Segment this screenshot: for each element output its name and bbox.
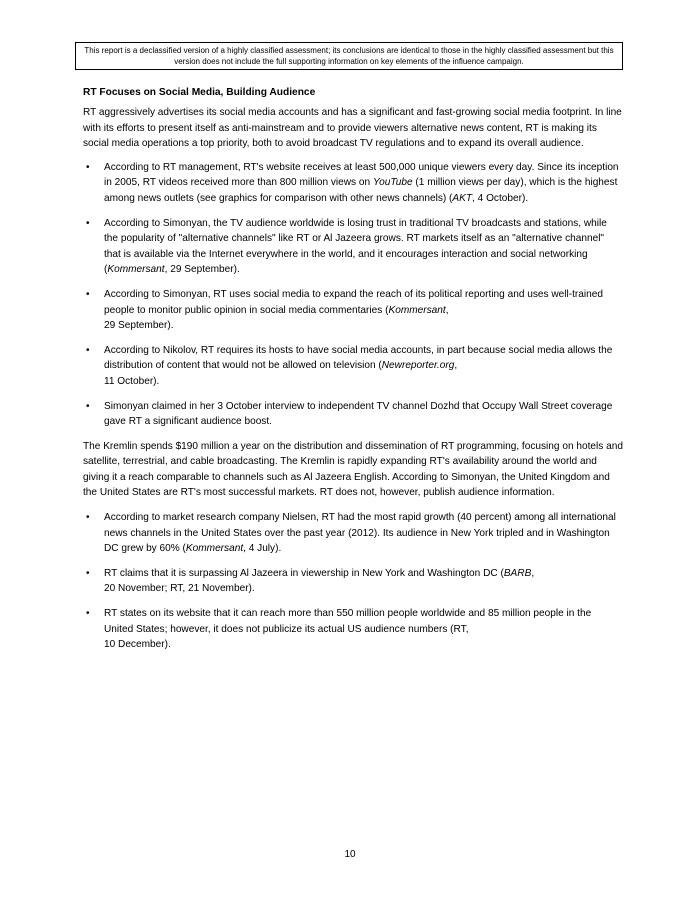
bullet-item: • According to RT management, RT's website receives at least 500,000 unique viewers every day. Since its inception in 2005, RT videos received more than 800 million views on YouTube (1 million views per day), which is the highest among news outlets (see graphics for comparison with other news channels) (AKT, 4 October). [83, 160, 623, 207]
section-heading: RT Focuses on Social Media, Building Audience [83, 87, 316, 98]
main-content [83, 86, 623, 653]
bullet-item: • According to market research company Nielsen, RT had the most rapid growth (40 percent) among all international news channels in the United States over the past year (2012). Its audience in New York tripled and in Washington DC grew by 60% (Kommersant, 4 July). [83, 510, 623, 557]
intro-paragraph: RT aggressively advertises its social media accounts and has a significant and fast-growing social media footprint. In line with its efforts to present itself as anti-mainstream and to provide viewers alternative news content, RT is making its social media operations a top priority, both to avoid broadcast TV regulations and to expand its overall audience. [83, 107, 622, 150]
bullet-item: • According to Simonyan, the TV audience worldwide is losing trust in traditional TV broadcasts and stations, while the popularity of "alternative channels" like RT or Al Jazeera grows. RT markets itself as an "alternative channel" that is available via the Internet everywhere in the world, and it encourages interaction and social networking (Kommersant, 29 September). [83, 216, 623, 278]
bullet-item: • According to Simonyan, RT uses social media to expand the reach of its political reporting and uses well-trained people to monitor public opinion in social media commentaries (Kommersant, 29 September). [83, 287, 623, 334]
bullet-item: • RT states on its website that it can reach more than 550 million people worldwide and 85 million people in the United States; however, it does not publicize its actual US audience numbers (RT, 10 December). [83, 606, 623, 653]
bullet-list-audience [83, 510, 623, 653]
bullet-item: • Simonyan claimed in her 3 October interview to independent TV channel Dozhd that Occupy Wall Street coverage gave RT a significant audience boost. [83, 399, 623, 430]
page-number: 10 [344, 849, 356, 860]
bullet-list-social-media [83, 160, 623, 430]
classification-banner: This report is a declassified version of a highly classified assessment; its conclusions are identical to those in the highly classified assessment but this version does not include the full supporting information on key elements of the influence campaign. [75, 42, 623, 70]
funding-paragraph: The Kremlin spends $190 million a year on the distribution and dissemination of RT programming, focusing on hotels and satellite, terrestrial, and cable broadcasting. The Kremlin is rapidly expanding RT's availability around the world and giving it a reach comparable to channels such as Al Jazeera English. According to Simonyan, the United Kingdom and the United States are RT's most successful markets. RT does not, however, publish audience information. [83, 440, 623, 499]
bullet-item: • RT claims that it is surpassing Al Jazeera in viewership in New York and Washington DC (BARB, 20 November; RT, 21 November). [83, 566, 623, 597]
bullet-item: • According to Nikolov, RT requires its hosts to have social media accounts, in part because social media allows the distribution of content that would not be allowed on television (Newreporter.org, 11 October). [83, 343, 623, 390]
